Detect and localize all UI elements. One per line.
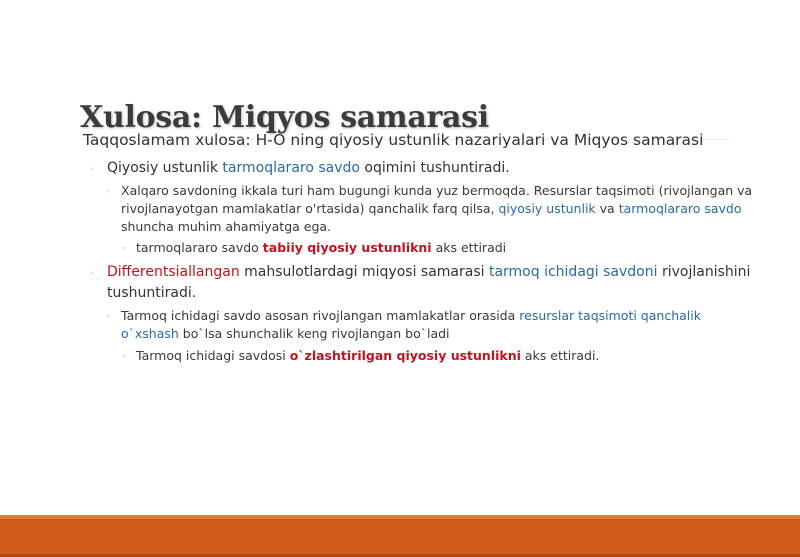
highlight-term: resurslar taqsimoti qanchalik o`xshash	[121, 308, 701, 341]
emphasis-term: o`zlashtirilgan qiyosiy ustunlikni	[289, 348, 521, 363]
item-text-segment: Qiyosiy ustunlik	[107, 160, 223, 176]
item-text	[136, 239, 756, 257]
item-text	[121, 182, 761, 236]
item-text-segment: Tarmoq ichidagi savdosi	[136, 348, 290, 363]
bullet-icon: ◦	[122, 244, 127, 253]
item-text-segment: oqimini tushuntiradi.	[359, 160, 510, 176]
highlight-term: tarmoqlararo savdo	[222, 160, 360, 176]
emphasis-term: tabiiy qiyosiy ustunlikni	[262, 240, 432, 255]
item-text-segment: aks ettiradi	[431, 240, 507, 255]
bullet-icon: ◦	[90, 165, 95, 174]
item-text-segment: mahsulotlardagi miqyosi samarasi	[239, 264, 489, 280]
bullet-icon: ◦	[106, 312, 111, 321]
item-text-segment: tarmoqlararo savdo	[136, 240, 263, 255]
item-text-segment: rivojlanishini tushuntiradi.	[107, 264, 751, 301]
slide-subtitle: Taqqoslamam xulosa: H-O ning qiyosiy ustunlik nazariyalari va Miqyos samarasi	[83, 131, 704, 149]
item-text-segment: Tarmoq ichidagi savdo asosan rivojlangan mamlakatlar orasida	[121, 308, 520, 323]
item-text	[121, 307, 761, 343]
item-text-segment: Xalqaro savdoning ikkala turi ham bugungi kunda yuz bermoqda. Resurslar taqsimoti (rivojlangan va rivojlanayotgan mamlakatlar o'rtasida) qanchalik farq qilsa,	[121, 183, 753, 216]
footer-highlight-stripe	[0, 515, 800, 519]
item-text-segment: aks ettiradi.	[520, 348, 600, 363]
item-text	[107, 158, 762, 179]
item-text-segment: va	[595, 201, 619, 216]
slide-title: Xulosa: Miqyos samarasi	[80, 100, 489, 135]
item-text	[136, 347, 756, 365]
highlight-term: tarmoqlararo savdo	[618, 201, 742, 216]
highlight-term: qiyosiy ustunlik	[498, 201, 596, 216]
bullet-icon: ◦	[90, 269, 95, 278]
bullet-icon: ◦	[106, 187, 111, 196]
item-text	[107, 262, 762, 304]
footer-accent-band	[0, 515, 800, 557]
bullet-icon: ◦	[122, 352, 127, 361]
highlight-term: tarmoq ichidagi savdoni	[488, 264, 658, 280]
item-text-segment: shuncha muhim ahamiyatga ega.	[121, 219, 332, 234]
item-text-segment: bo`lsa shunchalik keng rivojlangan bo`ladi	[178, 326, 450, 341]
emphasis-term: Differentsiallangan	[107, 264, 240, 280]
